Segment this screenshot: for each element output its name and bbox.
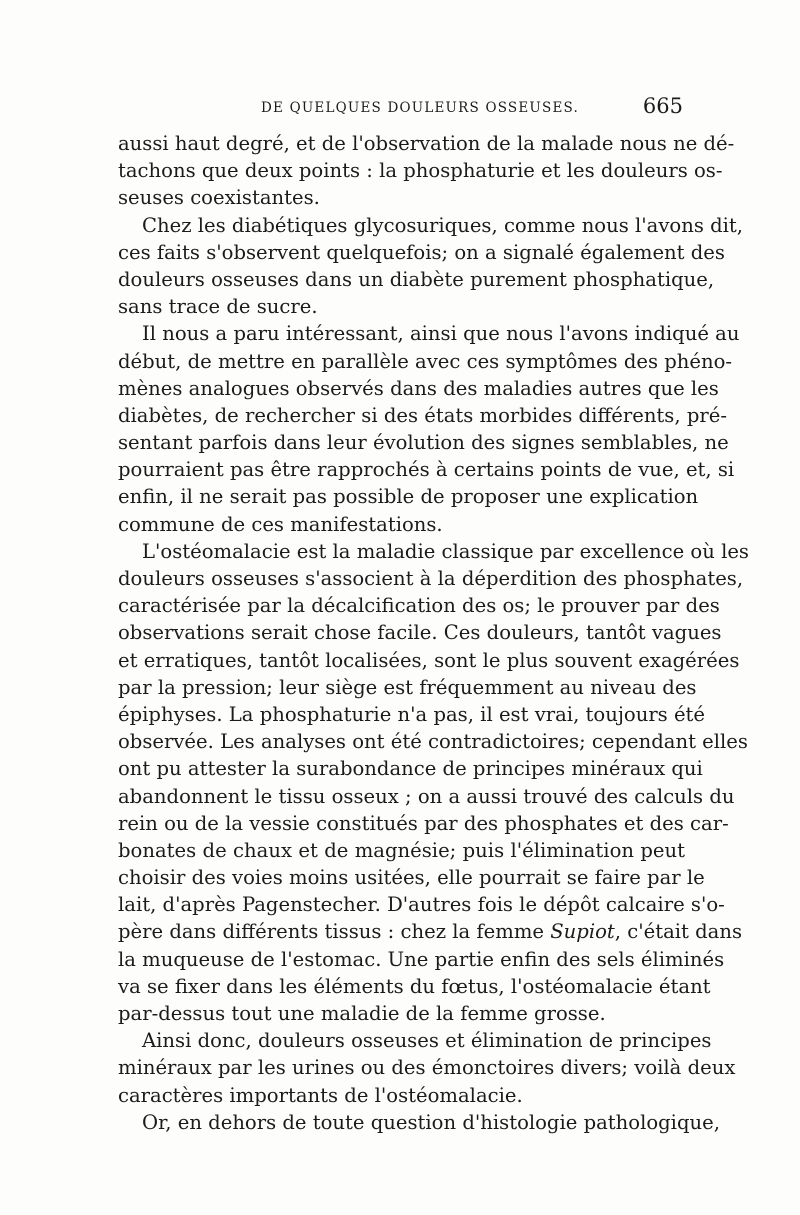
text-line: tachons que deux points : la phosphaturie et les douleurs os- [118,159,723,183]
text-line: Ainsi donc, douleurs osseuses et élimination de principes [142,1029,712,1053]
text-line: épiphyses. La phosphaturie n'a pas, il est vrai, toujours été [118,702,706,726]
text-line: début, de mettre en parallèle avec ces symptômes des phéno- [118,349,733,373]
text-line: par la pression; leur siège est fréquemment au niveau des [118,675,697,699]
text-line: caractères importants de l'ostéomalacie. [118,1083,523,1107]
text-line: lait, d'après Pagenstecher. D'autres fois le dépôt calcaire s'o- [118,893,725,917]
text-line [118,918,743,945]
text-line: ces faits s'observent quelquefois; on a signalé également des [118,240,725,264]
text-line: observée. Les analyses ont été contradictoires; cependant elles [118,730,748,754]
text-line: seuses coexistantes. [118,186,320,210]
text-line: Or, en dehors de toute question d'histologie pathologique, [142,1110,720,1134]
text-line: commune de ces manifestations. [118,512,443,536]
italic-name: Supiot [550,920,615,944]
page-header [118,94,683,124]
text-line: sans trace de sucre. [118,295,318,319]
text-line: la muqueuse de l'estomac. Une partie enfin des sels éliminés [118,947,725,971]
text-line: observations serait chose facile. Ces douleurs, tantôt vagues [118,621,722,645]
text-line: sentant parfois dans leur évolution des signes semblables, ne [118,431,729,455]
body-text [118,130,749,1136]
text-line: Chez les diabétiques glycosuriques, comme nous l'avons dit, [142,213,744,237]
text-line: douleurs osseuses dans un diabète purement phosphatique, [118,267,715,291]
page-number: 665 [642,94,683,118]
text-line: minéraux par les urines ou des émonctoires divers; voilà deux [118,1056,736,1080]
running-title: DE QUELQUES DOULEURS OSSEUSES. [261,100,579,116]
text-line: choisir des voies moins usitées, elle pourrait se faire par le [118,866,705,890]
text-segment: , c'était dans [614,920,743,944]
text-line: rein ou de la vessie constitués par des phosphates et des car- [118,811,729,835]
text-line: mènes analogues observés dans des maladies autres que les [118,376,719,400]
text-line: abandonnent le tissu osseux ; on a aussi trouvé des calculs du [118,784,735,808]
text-line: bonates de chaux et de magnésie; puis l'élimination peut [118,838,685,862]
text-line: ont pu attester la surabondance de principes minéraux qui [118,757,703,781]
text-line: diabètes, de rechercher si des états morbides différents, pré- [118,403,727,427]
text-line: L'ostéomalacie est la maladie classique par excellence où les [142,539,749,563]
text-line: va se fixer dans les éléments du fœtus, l'ostéomalacie étant [118,974,711,998]
text-line: douleurs osseuses s'associent à la déperdition des phosphates, [118,567,744,590]
text-line: aussi haut degré, et de l'observation de la malade nous ne dé- [118,132,735,155]
text-line: par-dessus tout une maladie de la femme grosse. [118,1002,606,1025]
text-line: pourraient pas être rapprochés à certains points de vue, et, si [118,458,735,482]
text-line: Il nous a paru intéressant, ainsi que nous l'avons indiqué au [142,322,740,346]
text-segment: père dans différents tissus : chez la femme [118,920,551,944]
text-line: et erratiques, tantôt localisées, sont le plus souvent exagérées [118,648,740,672]
text-line: caractérisée par la décalcification des os; le prouver par des [118,594,720,618]
text-line: enfin, il ne serait pas possible de proposer une explication [118,485,699,509]
